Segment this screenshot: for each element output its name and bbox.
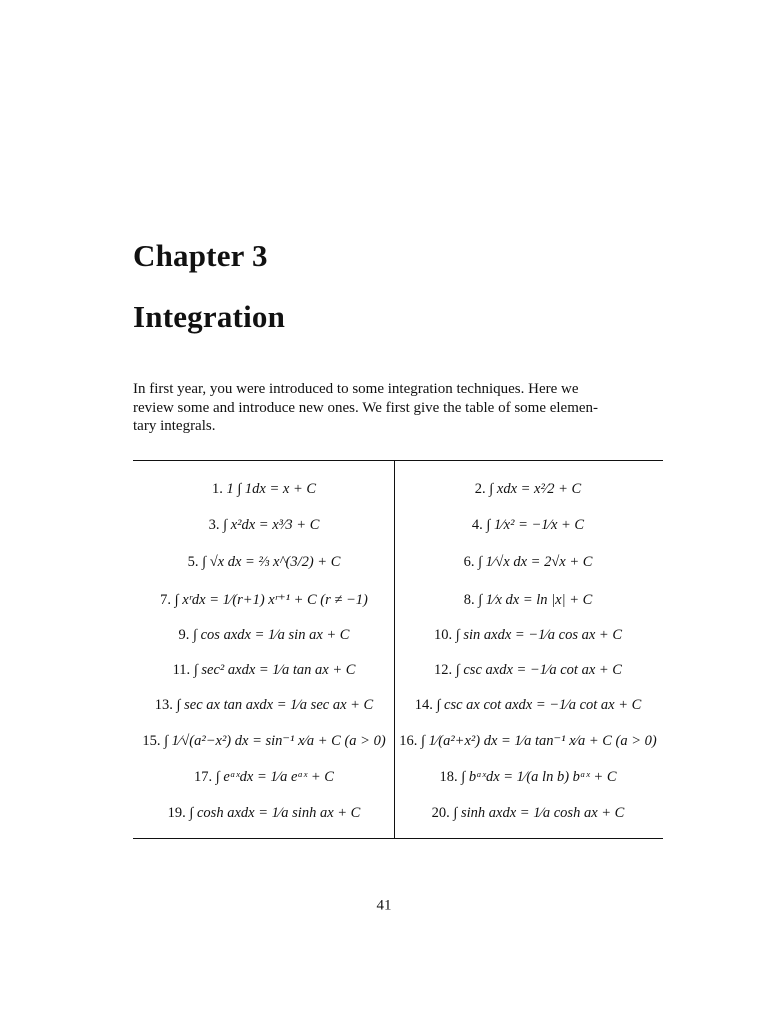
integral-formula: 12. ∫ csc axdx = −1⁄a cot ax + C xyxy=(434,661,622,678)
intro-paragraph xyxy=(133,380,653,436)
table-column-divider xyxy=(394,461,395,838)
integral-formula: 7. ∫ xʳdx = 1⁄(r+1) xʳ⁺¹ + C (r ≠ −1) xyxy=(160,591,368,608)
intro-line: review some and introduce new ones. We first give the table of some elemen- xyxy=(133,399,599,416)
chapter-label: Chapter 3 xyxy=(133,238,268,273)
intro-line: tary integrals. xyxy=(133,418,216,434)
table-bottom-rule xyxy=(133,838,663,839)
page-number: 41 xyxy=(376,897,392,914)
integral-formula: 3. ∫ x²dx = x³⁄3 + C xyxy=(208,516,320,533)
integral-formula: 14. ∫ csc ax cot axdx = −1⁄a cot ax + C xyxy=(414,696,642,713)
integral-formula: 16. ∫ 1⁄(a²+x²) dx = 1⁄a tan⁻¹ x⁄a + C (a > 0) xyxy=(399,732,657,749)
integral-formula: 19. ∫ cosh axdx = 1⁄a sinh ax + C xyxy=(167,804,361,821)
integral-formula: 15. ∫ 1⁄√(a²−x²) dx = sin⁻¹ x⁄a + C (a > 0) xyxy=(142,732,386,749)
chapter-title: Integration xyxy=(133,299,286,334)
intro-line: In first year, you were introduced to some integration techniques. Here we xyxy=(133,381,579,397)
integral-formula: 6. ∫ 1⁄√x dx = 2√x + C xyxy=(463,553,593,570)
table-top-rule xyxy=(133,460,663,461)
integral-formula: 10. ∫ sin axdx = −1⁄a cos ax + C xyxy=(434,626,622,643)
integral-formula: 17. ∫ eᵃˣdx = 1⁄a eᵃˣ + C xyxy=(194,768,334,785)
integral-formula: 13. ∫ sec ax tan axdx = 1⁄a sec ax + C xyxy=(154,696,374,713)
integral-formula: 2. ∫ xdx = x²⁄2 + C xyxy=(474,480,582,497)
integral-formula: 11. ∫ sec² axdx = 1⁄a tan ax + C xyxy=(172,661,356,678)
integral-formula: 9. ∫ cos axdx = 1⁄a sin ax + C xyxy=(178,626,350,643)
integral-formula: 5. ∫ √x dx = ⅔ x^(3/2) + C xyxy=(187,553,341,570)
integral-formula: 4. ∫ 1⁄x² = −1⁄x + C xyxy=(471,516,585,533)
integral-formula: 8. ∫ 1⁄x dx = ln |x| + C xyxy=(463,591,593,608)
integral-formula: 1. 1 ∫ 1dx = x + C xyxy=(211,480,317,497)
integral-formula: 20. ∫ sinh axdx = 1⁄a cosh ax + C xyxy=(431,804,625,821)
integral-formula: 18. ∫ bᵃˣdx = 1⁄(a ln b) bᵃˣ + C xyxy=(439,768,617,785)
